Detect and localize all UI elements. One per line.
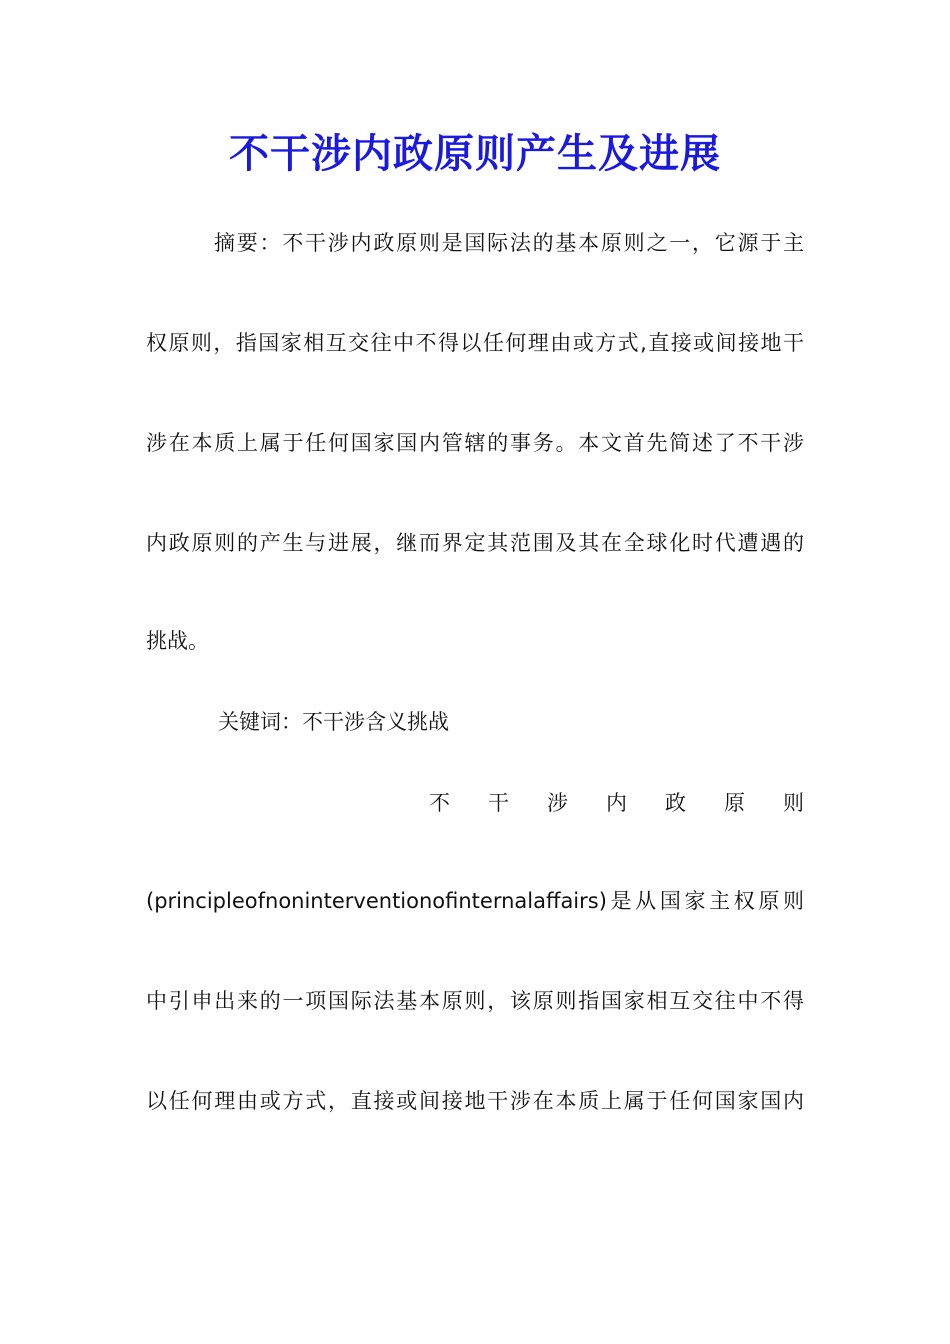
abstract-line-5: 挑战。: [146, 629, 209, 653]
body-heading-char: 干: [488, 791, 509, 815]
body-heading-char: 原: [724, 791, 745, 815]
body-heading-spaced: [146, 788, 804, 818]
keywords-line: 关键词：不干涉含义挑战: [218, 710, 449, 734]
body-heading-char: 则: [783, 791, 804, 815]
abstract-line-4: 内政原则的产生与进展，继而界定其范围及其在全球化时代遭遇的: [146, 531, 804, 555]
body-heading-char: 涉: [547, 791, 568, 815]
body-line-3: 以任何理由或方式，直接或间接地干涉在本质上属于任何国家国内: [146, 1089, 804, 1113]
body-line-2: 中引申出来的一项国际法基本原则，该原则指国家相互交往中不得: [146, 989, 804, 1013]
abstract-line-3: 涉在本质上属于任何国家国内管辖的事务。本文首先简述了不干涉: [146, 431, 804, 455]
abstract-line-2: 权原则，指国家相互交往中不得以任何理由或方式,直接或间接地干: [146, 331, 804, 355]
document-title: 不干涉内政原则产生及进展: [229, 130, 721, 177]
abstract-line-1: 摘要：不干涉内政原则是国际法的基本原则之一，它源于主: [214, 231, 804, 255]
body-heading-char: 政: [665, 791, 686, 815]
body-heading-char: 内: [606, 791, 627, 815]
body-heading-char: 不: [429, 791, 450, 815]
body-line-1: (principleofnoninterventionofinternalaffairs)是从国家主权原则: [146, 889, 804, 913]
